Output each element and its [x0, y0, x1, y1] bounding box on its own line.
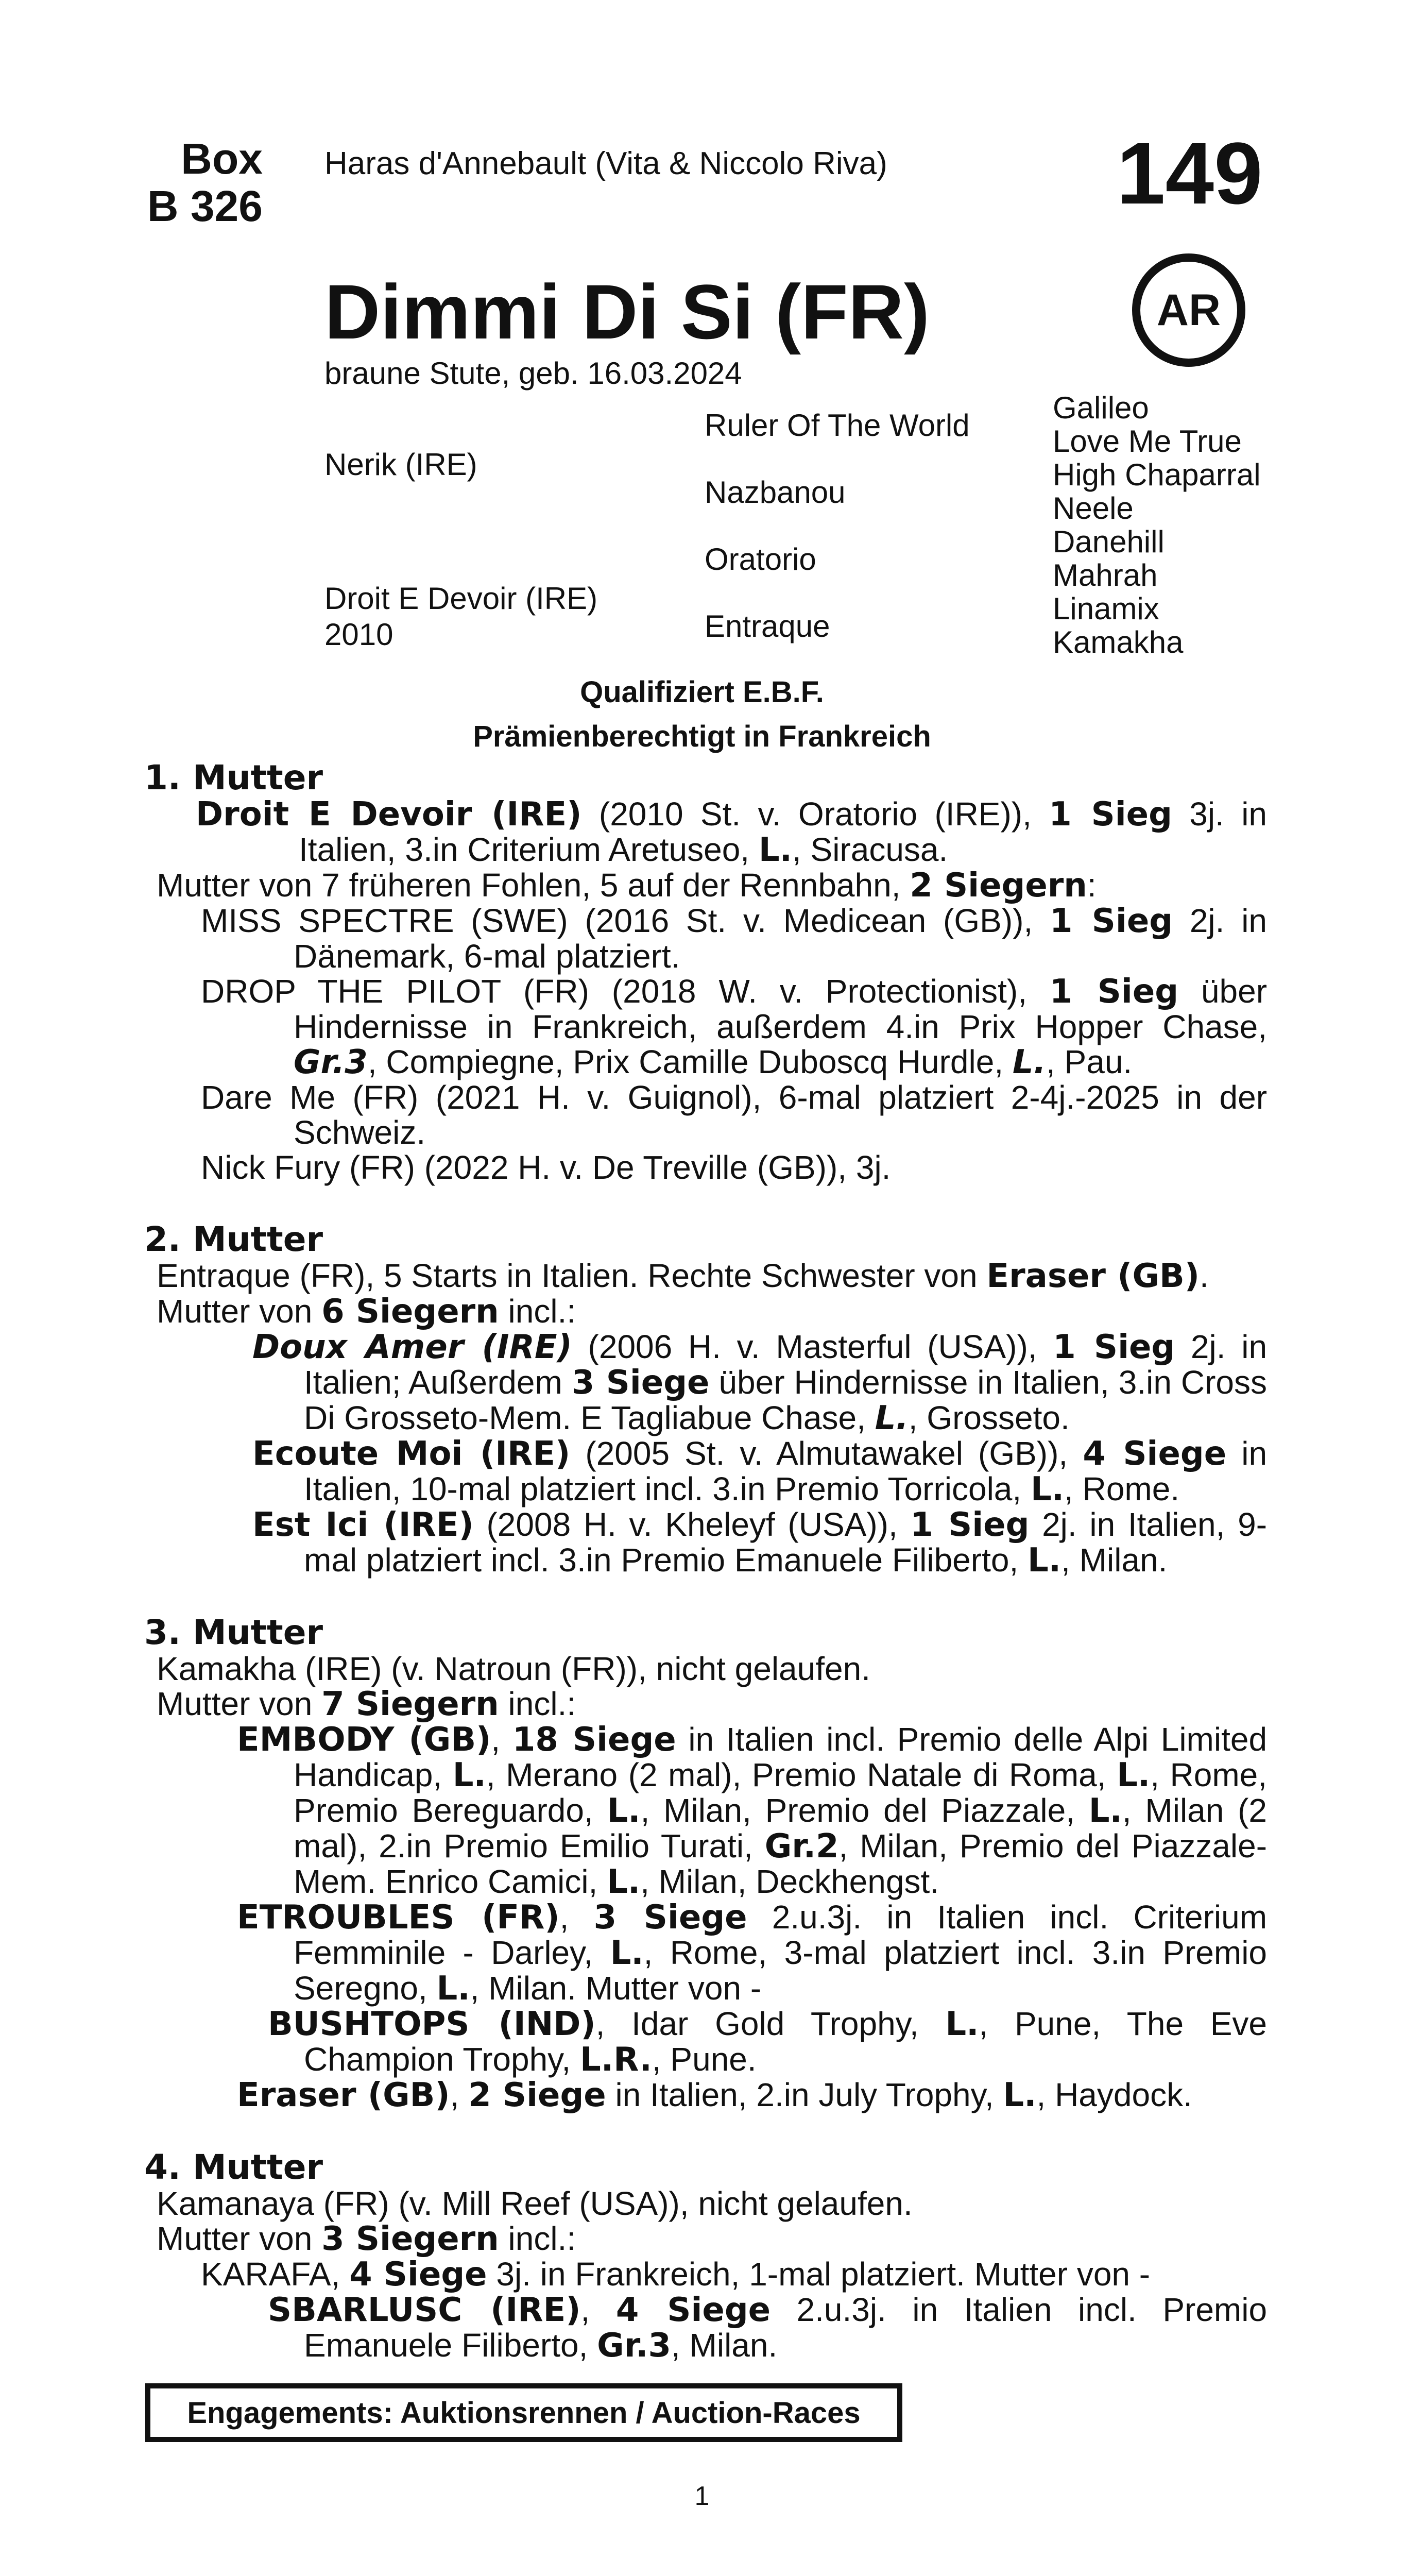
dam1-foal-4: Nick Fury (FR) (2022 H. v. De Treville (GB)), 3j.	[201, 1149, 891, 1186]
wins: 1 Sieg	[910, 1506, 1030, 1544]
wins: 4 Siege	[1083, 1435, 1227, 1473]
text: , Rome, Premio Bereguardo,	[294, 1756, 1268, 1829]
dam1-foal-1	[144, 903, 1267, 974]
text: , Milan, Deckhengst.	[640, 1863, 939, 1900]
pedigree-gen3-7: Linamix	[1053, 591, 1159, 626]
wins: 3 Siege	[593, 1899, 747, 1937]
spacer	[144, 2113, 1267, 2149]
consignor: Haras d'Annebault (Vita & Niccolo Riva)	[324, 146, 887, 181]
listed: L.	[945, 2005, 979, 2043]
wins: 18 Siege	[512, 1721, 676, 1759]
listed: L.	[1088, 1792, 1122, 1830]
foal-name: BUSHTOPS (IND)	[268, 2005, 596, 2043]
listed: L.	[610, 1934, 644, 1972]
qualification-ebf: Qualifiziert E.B.F.	[580, 675, 824, 709]
text: Mutter von	[157, 1293, 322, 1330]
pedigree-gen2-2: Nazbanou	[705, 475, 846, 510]
pedigree-gen2-1: Ruler Of The World	[705, 408, 970, 443]
text: , Rome, 3-mal platziert incl. 3.in Premio Seregno,	[294, 1934, 1268, 2007]
dam4-heading: 4. Mutter	[144, 2147, 323, 2187]
dam3-intro: Kamakha (IRE) (v. Natroun (FR)), nicht gelaufen.	[157, 1650, 870, 1687]
text: (2010 St. v. Oratorio (IRE)),	[581, 795, 1049, 833]
listed: L.	[1030, 1470, 1065, 1509]
text: .	[1200, 1257, 1209, 1294]
spacer	[144, 1185, 1267, 1221]
text: in Italien, 2.in July Trophy,	[606, 2076, 1003, 2113]
pedigree-gen3-3: High Chaparral	[1053, 457, 1261, 492]
listed: L.	[607, 1792, 641, 1830]
wins: 3 Siege	[571, 1364, 710, 1402]
foal-name: SBARLUSC (IRE)	[268, 2291, 581, 2329]
horse-name: Dimmi Di Si (FR)	[324, 268, 930, 355]
text: ,	[450, 2076, 469, 2113]
horse-description: braune Stute, geb. 16.03.2024	[324, 356, 742, 391]
winners: 7 Siegern	[321, 1685, 499, 1723]
dam2-heading: 2. Mutter	[144, 1219, 323, 1259]
engagements-box	[145, 2383, 902, 2442]
wins: 1 Sieg	[1049, 795, 1172, 834]
text: 3j. in Frankreich, 1-mal platziert. Mutter von -	[487, 2256, 1151, 2293]
winners: 3 Siegern	[321, 2220, 499, 2258]
text: , Siracusa.	[792, 831, 948, 868]
wins: 1 Sieg	[1053, 1328, 1175, 1366]
lot-number: 149	[1117, 125, 1263, 223]
foal-name: Doux Amer (IRE)	[252, 1328, 572, 1366]
spacer	[144, 1578, 1267, 1614]
text: , Milan. Mutter von -	[470, 1970, 762, 2007]
wins: 1 Sieg	[1049, 973, 1179, 1011]
pedigree-gen2-4: Entraque	[705, 609, 830, 643]
listed: L.	[607, 1863, 641, 1901]
text: ,	[491, 1721, 512, 1758]
dam4-foal-1	[144, 2257, 1267, 2292]
pedigree-gen3-6: Mahrah	[1053, 558, 1158, 592]
text: (2006 H. v. Masterful (USA)),	[572, 1328, 1053, 1365]
pedigree-gen3-1: Galileo	[1053, 391, 1149, 425]
text: incl.:	[499, 1293, 576, 1330]
dam4-foal-1-offspring	[144, 2292, 1267, 2363]
dam4-intro: Kamanaya (FR) (v. Mill Reef (USA)), nicht gelaufen.	[157, 2185, 913, 2222]
listed: L.	[875, 1399, 909, 1437]
listed-restricted: L.R.	[579, 2041, 652, 2079]
dam3-foal-1	[144, 1722, 1267, 1900]
listed: L.	[1117, 1756, 1151, 1794]
text: über Hindernisse in Italien, 3.in Cross Di Grosseto-Mem. E Tagliabue Chase,	[304, 1364, 1268, 1436]
dam1-mother-of	[144, 868, 1267, 903]
dam1-name: Droit E Devoir (IRE)	[196, 795, 582, 834]
dam1-foal-3: Dare Me (FR) (2021 H. v. Guignol), 6-mal platziert 2-4j.-2025 in der Schweiz.	[201, 1079, 1267, 1151]
pedigree-gen3-8: Kamakha	[1053, 625, 1184, 659]
foal-name: Est Ici (IRE)	[252, 1506, 474, 1544]
text: in Italien, 10-mal platziert incl. 3.in Premio Torricola,	[304, 1435, 1268, 1507]
text: MISS SPECTRE (SWE) (2016 St. v. Medicean (GB)),	[201, 902, 1050, 939]
listed: L.	[758, 831, 792, 869]
text: , Milan (2 mal), 2.in Premio Emilio Turati,	[294, 1792, 1268, 1865]
text: , Merano (2 mal), Premio Natale di Roma,	[486, 1756, 1117, 1793]
listed: L.	[1003, 2076, 1037, 2114]
text: , Grosseto.	[908, 1399, 1070, 1436]
listed: L.	[1028, 1541, 1061, 1580]
text: (2005 St. v. Almutawakel (GB)),	[570, 1435, 1083, 1472]
text: Entraque (FR), 5 Starts in Italien. Rechte Schwester von	[157, 1257, 987, 1294]
dam3-foal-2	[144, 1900, 1267, 2006]
pedigree-gen3-4: Neele	[1053, 491, 1134, 526]
text: Mutter von 7 früheren Fohlen, 5 auf der Rennbahn,	[157, 867, 910, 904]
text: , Haydock.	[1036, 2076, 1192, 2113]
text: , Rome.	[1064, 1470, 1180, 1507]
text: 2j. in Italien; Außerdem	[304, 1328, 1268, 1401]
text: , Milan, Premio del Piazzale,	[640, 1792, 1089, 1829]
text: ,	[580, 2291, 616, 2328]
listed: L.	[1012, 1043, 1046, 1081]
text: , Milan.	[1061, 1541, 1168, 1579]
text: incl.:	[499, 2220, 576, 2257]
dam3-foal-2-offspring	[144, 2006, 1267, 2077]
page-number: 1	[694, 2481, 710, 2511]
text: DROP THE PILOT (FR) (2018 W. v. Protectionist),	[201, 973, 1050, 1010]
text: ,	[559, 1899, 594, 1936]
wins: 1 Sieg	[1050, 902, 1173, 940]
dam1-intro	[144, 796, 1267, 868]
text: , Milan.	[671, 2327, 778, 2364]
sibling-name: Eraser (GB)	[986, 1257, 1200, 1295]
listed: L.	[452, 1756, 486, 1794]
pedigree-dam-year: 2010	[324, 617, 393, 652]
dam2-foal-1	[144, 1329, 1267, 1436]
foal-name: EMBODY (GB)	[237, 1721, 491, 1759]
dam4-mother-of	[144, 2221, 1267, 2257]
engagements-text: Engagements: Auktionsrennen / Auction-Races	[187, 2396, 861, 2430]
text: 2j. in Dänemark, 6-mal platziert.	[294, 902, 1268, 975]
text: Mutter von	[157, 2220, 322, 2257]
dam3-foal-3	[144, 2077, 1267, 2113]
ar-badge	[1132, 253, 1245, 367]
box-label: Box	[181, 134, 263, 183]
text: , Idar Gold Trophy,	[595, 2005, 946, 2042]
listed: L.	[436, 1970, 470, 2008]
group: Gr.3	[597, 2327, 671, 2365]
text: , Pau.	[1046, 1043, 1133, 1080]
pedigree-gen2-3: Oratorio	[705, 542, 816, 577]
box-label-block	[88, 135, 263, 230]
wins: 2 Siege	[468, 2076, 606, 2114]
text: :	[1087, 867, 1097, 904]
text: (2008 H. v. Kheleyf (USA)),	[473, 1506, 911, 1543]
dam3-heading: 3. Mutter	[144, 1613, 323, 1652]
group: Gr.2	[764, 1827, 839, 1866]
text: incl.:	[499, 1685, 576, 1722]
text: 2.u.3j. in Italien incl. Premio Emanuele Filiberto,	[304, 2291, 1268, 2364]
text: , Compiegne, Prix Camille Duboscq Hurdle,	[367, 1043, 1013, 1080]
pedigree-dam: Droit E Devoir (IRE)	[324, 581, 598, 616]
winners: 2 Siegern	[910, 867, 1087, 905]
wins: 4 Siege	[615, 2291, 771, 2329]
text: 2j. in Italien, 9-mal platziert incl. 3.in Premio Emanuele Filiberto,	[304, 1506, 1267, 1579]
qualification-france: Prämienberechtigt in Frankreich	[473, 720, 931, 753]
winners: 6 Siegern	[321, 1293, 499, 1331]
text: , Pune, The Eve Champion Trophy,	[304, 2005, 1268, 2078]
foal-name: ETROUBLES (FR)	[237, 1899, 560, 1937]
text: KARAFA,	[201, 2256, 350, 2293]
text: in Italien incl. Premio delle Alpi Limited Handicap,	[294, 1721, 1268, 1793]
family-content	[144, 759, 1267, 2363]
text: , Pune.	[652, 2041, 757, 2078]
text: 3j. in Italien, 3.in Criterium Aretuseo,	[299, 795, 1267, 868]
dam1-heading: 1. Mutter	[144, 758, 323, 798]
pedigree-sire: Nerik (IRE)	[324, 447, 477, 482]
foal-name: Ecoute Moi (IRE)	[252, 1435, 571, 1473]
text: , Milan, Premio del Piazzale-Mem. Enrico Camici,	[294, 1827, 1268, 1900]
dam3-mother-of	[144, 1686, 1267, 1722]
text: über Hindernisse in Frankreich, außerdem 4.in Prix Hopper Chase,	[294, 973, 1268, 1045]
wins: 4 Siege	[349, 2256, 487, 2294]
dam1-foal-2	[144, 974, 1267, 1080]
box-number: B 326	[147, 182, 263, 231]
dam2-mother-of	[144, 1294, 1267, 1329]
badge-text: AR	[1156, 285, 1221, 335]
dam2-intro	[144, 1258, 1267, 1294]
text: 2.u.3j. in Italien incl. Criterium Femminile - Darley,	[294, 1899, 1268, 1971]
group: Gr.3	[294, 1043, 368, 1081]
dam2-foal-3	[144, 1507, 1267, 1578]
dam2-foal-2	[144, 1436, 1267, 1507]
text: Mutter von	[157, 1685, 322, 1722]
pedigree-gen3-2: Love Me True	[1053, 424, 1242, 459]
foal-name: Eraser (GB)	[237, 2076, 450, 2114]
pedigree-gen3-5: Danehill	[1053, 524, 1165, 559]
